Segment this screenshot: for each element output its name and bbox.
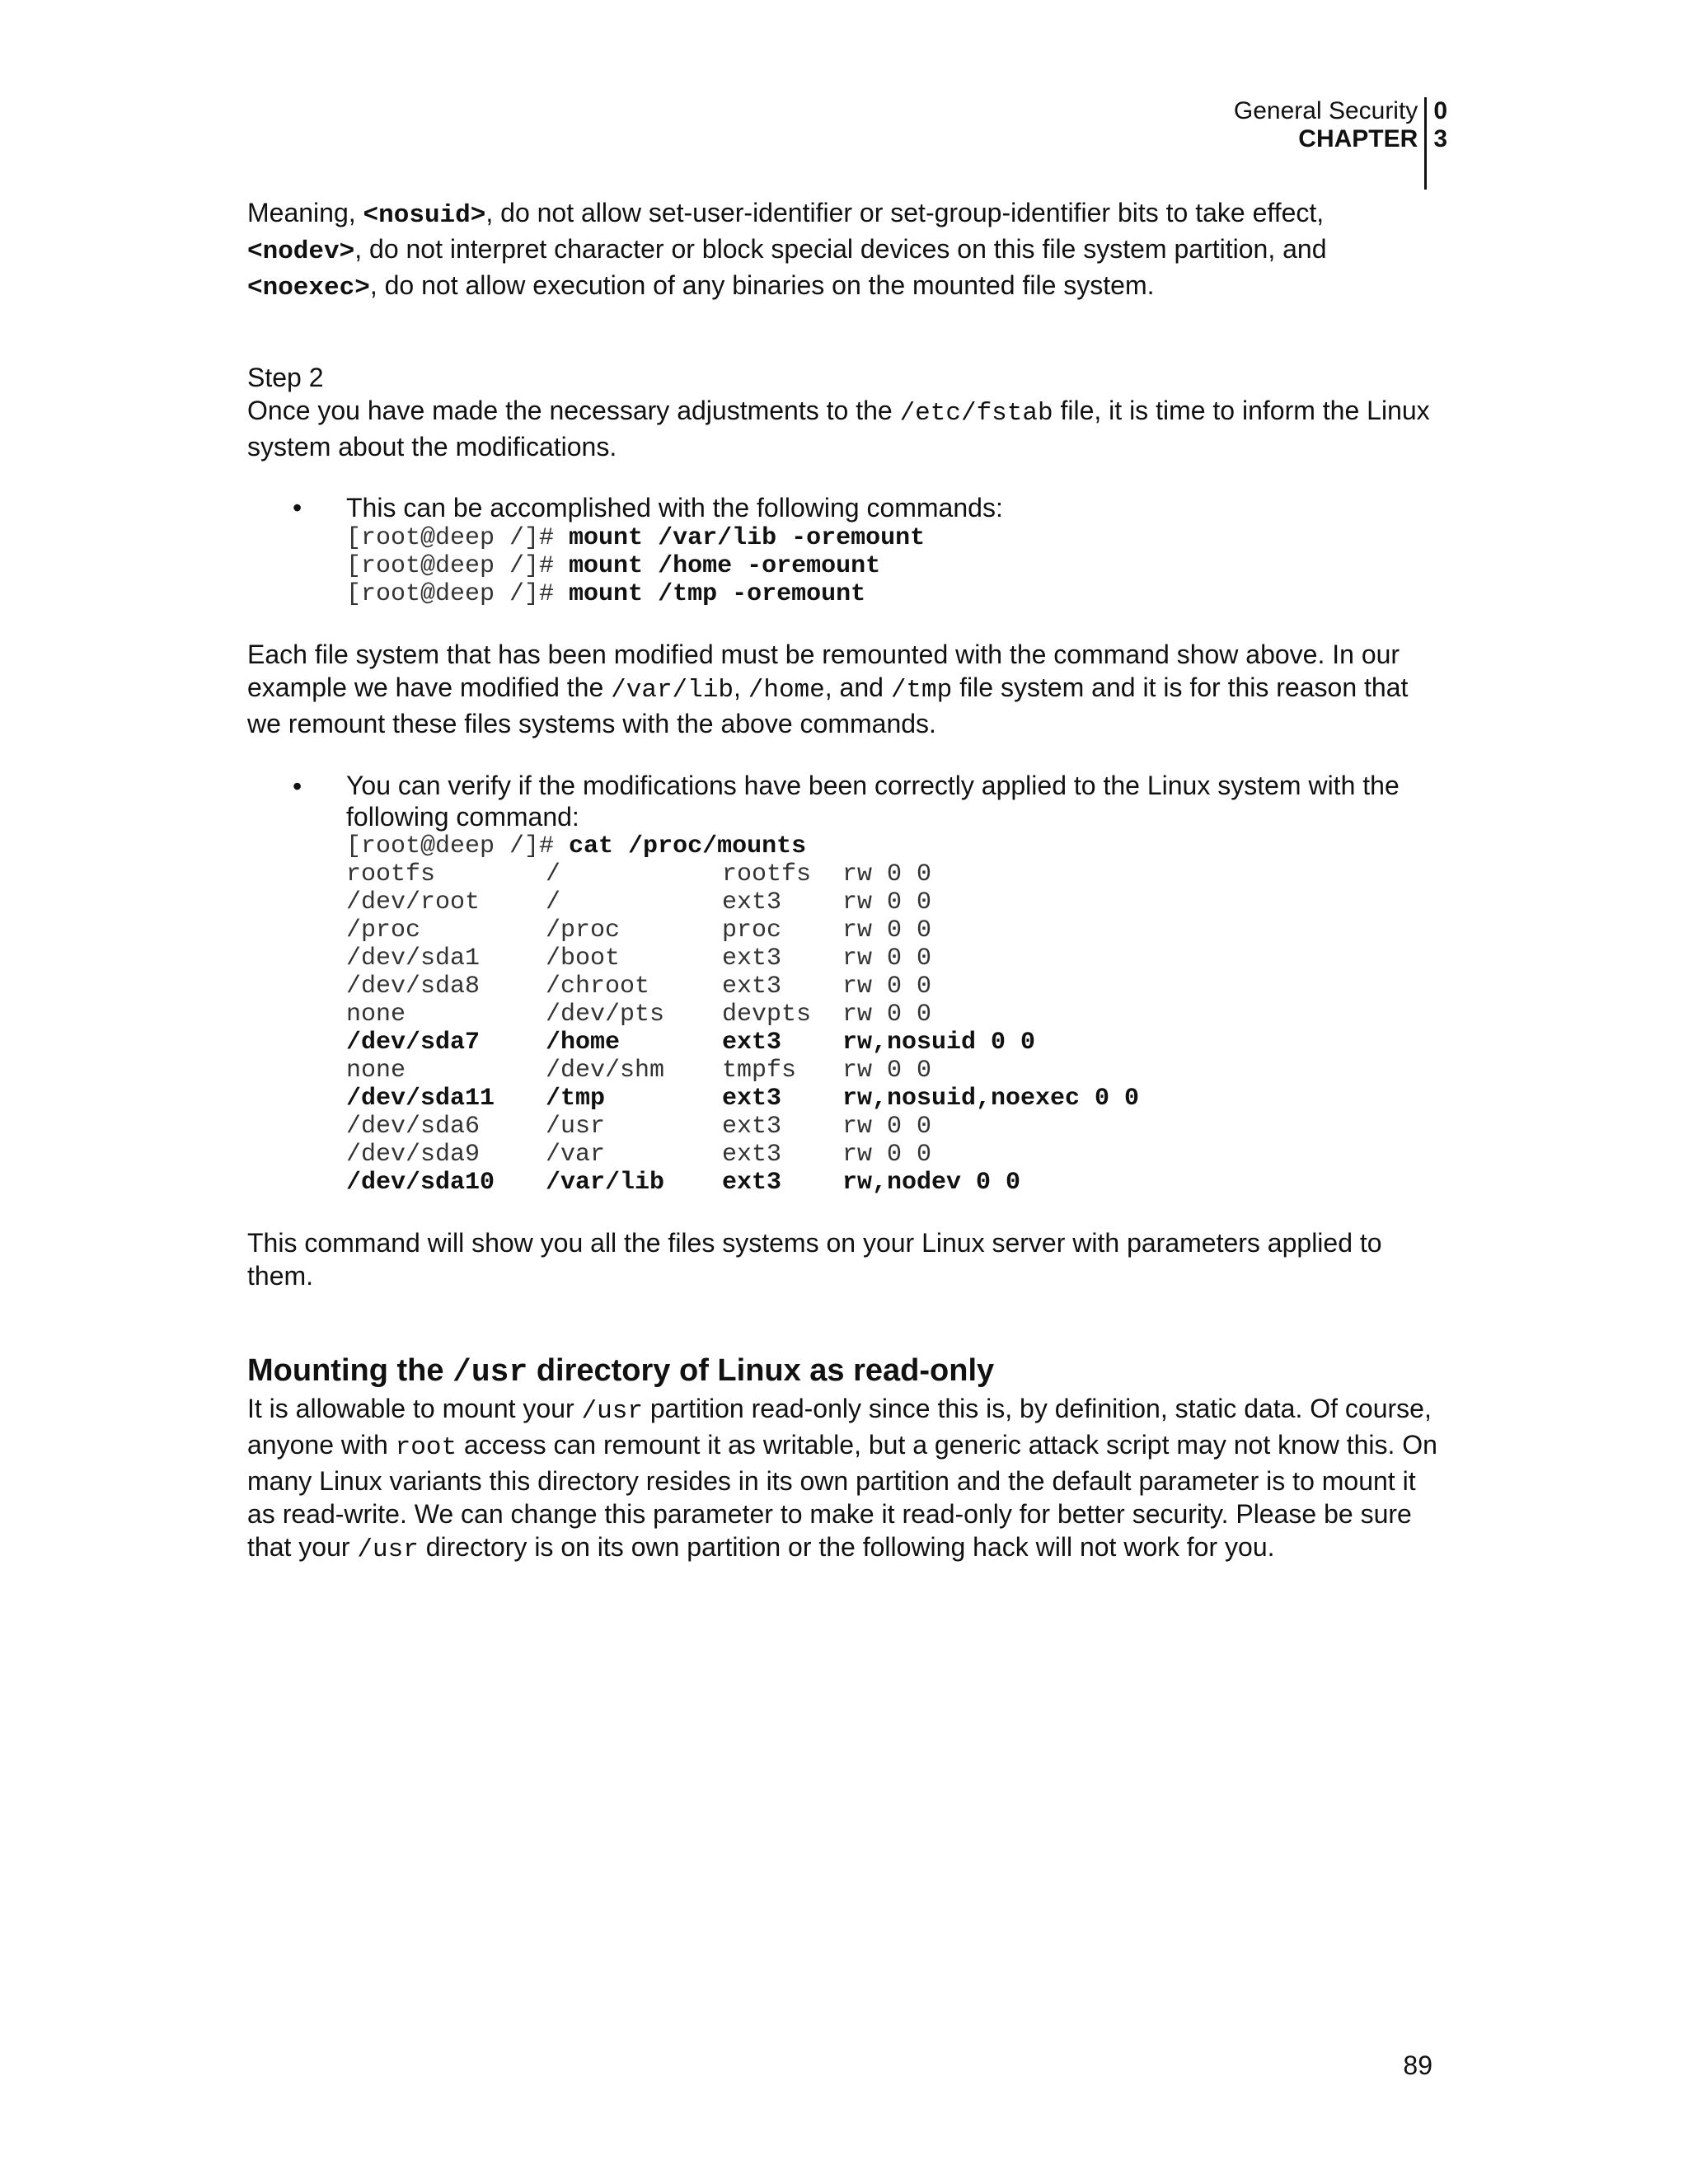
step2-paragraph: Once you have made the necessary adjustments to the /etc/fstab file, it is time to inform the Linux system about the modifications. bbox=[247, 396, 1430, 462]
command-line: [root@deep /]# cat /proc/mounts bbox=[346, 832, 807, 860]
code-etc-fstab: /etc/fstab bbox=[899, 399, 1053, 428]
table-cell: /dev/sda9 bbox=[346, 1141, 481, 1169]
table-cell: ext3 bbox=[722, 1085, 782, 1113]
command-line: [root@deep /]# mount /var/lib -oremount bbox=[346, 524, 926, 552]
header-section-title: General Security bbox=[1233, 97, 1418, 124]
table-row bbox=[346, 860, 1139, 888]
table-cell: /dev/sda8 bbox=[346, 972, 481, 1001]
summary-paragraph: This command will show you all the files systems on your Linux server with parameters applied to them. bbox=[247, 1228, 1382, 1291]
table-cell: ext3 bbox=[722, 944, 782, 972]
table-cell: /dev/sda10 bbox=[346, 1169, 495, 1197]
code-root: root bbox=[395, 1433, 457, 1462]
table-cell: /dev/sda7 bbox=[346, 1029, 481, 1057]
table-cell: rootfs bbox=[722, 860, 812, 888]
table-cell: rw 0 0 bbox=[842, 916, 932, 944]
table-cell: rw 0 0 bbox=[842, 1141, 932, 1169]
table-cell: /proc bbox=[346, 916, 421, 944]
table-cell: ext3 bbox=[722, 1169, 782, 1197]
code-home: /home bbox=[748, 676, 825, 705]
table-cell: rw 0 0 bbox=[842, 1001, 932, 1029]
table-cell: rw 0 0 bbox=[842, 1057, 932, 1085]
table-cell: / bbox=[546, 888, 561, 916]
table-row bbox=[346, 1085, 1139, 1113]
table-cell: rw 0 0 bbox=[842, 888, 932, 916]
table-cell: /dev/sda1 bbox=[346, 944, 481, 972]
usr-readonly-section bbox=[247, 1352, 1442, 1567]
table-cell: rw 0 0 bbox=[842, 1113, 932, 1141]
table-cell: devpts bbox=[722, 1001, 812, 1029]
table-cell: rw 0 0 bbox=[842, 972, 932, 1001]
code-tmp: /tmp bbox=[890, 676, 953, 705]
step2-block bbox=[247, 361, 1442, 463]
running-header bbox=[1234, 97, 1447, 153]
bullet-verify-text: You can verify if the modifications have been correctly applied to the Linux system with the following command: bbox=[346, 771, 1400, 832]
table-cell: /tmp bbox=[546, 1085, 606, 1113]
table-cell: none bbox=[346, 1001, 406, 1029]
step2-title: Step 2 bbox=[247, 363, 324, 392]
table-row bbox=[346, 1113, 1139, 1141]
table-cell: ext3 bbox=[722, 972, 782, 1001]
table-row bbox=[346, 1141, 1139, 1169]
table-cell: /usr bbox=[546, 1113, 606, 1141]
table-cell: none bbox=[346, 1057, 406, 1085]
table-cell: ext3 bbox=[722, 1113, 782, 1141]
header-chapter-digit-2: 3 bbox=[1433, 125, 1447, 152]
table-cell: /dev/sda11 bbox=[346, 1085, 495, 1113]
section-heading: Mounting the /usr directory of Linux as read-only bbox=[247, 1353, 995, 1390]
code-usr: /usr bbox=[357, 1535, 419, 1564]
section-paragraph: It is allowable to mount your /usr partition read-only since this is, by definition, static data. Of course, anyone with root access can remount it as writable, but a generic attack script may not know this. On many Linux variants this directory resides in its own partition and the default parameter is to mount it as read-write. We can change this parameter to make it read-only for better security. Please be sure that your /usr directory is on its own partition or the following hack will not work for you. bbox=[247, 1394, 1437, 1564]
table-cell: rw 0 0 bbox=[842, 944, 932, 972]
table-cell: /var/lib bbox=[546, 1169, 665, 1197]
table-cell: ext3 bbox=[722, 888, 782, 916]
table-cell: /dev/pts bbox=[546, 1001, 665, 1029]
bullet-dot: • bbox=[293, 493, 302, 523]
table-cell: rw,nosuid,noexec 0 0 bbox=[842, 1085, 1140, 1113]
bullet-remount bbox=[247, 491, 1442, 608]
code-noexec: <noexec> bbox=[247, 274, 370, 302]
command-line: [root@deep /]# mount /tmp -oremount bbox=[346, 580, 866, 608]
table-cell: proc bbox=[722, 916, 782, 944]
table-cell: /boot bbox=[546, 944, 621, 972]
table-cell: /var bbox=[546, 1141, 606, 1169]
command-line: [root@deep /]# mount /home -oremount bbox=[346, 552, 881, 580]
table-cell: /dev/shm bbox=[546, 1057, 665, 1085]
mounts-output-table bbox=[346, 860, 1139, 1197]
meaning-paragraph: Meaning, <nosuid>, do not allow set-user-identifier or set-group-identifier bits to take effect, <nodev>, do not interpret character or block special devices on this file system partition, and <noexec>, do not allow execution of any binaries on the mounted file system. bbox=[247, 198, 1327, 302]
table-cell: rw,nodev 0 0 bbox=[842, 1169, 1021, 1197]
page-number: 89 bbox=[1403, 2050, 1432, 2080]
table-cell: /dev/sda6 bbox=[346, 1113, 481, 1141]
bullet-remount-text: This can be accomplished with the following commands: bbox=[346, 493, 1003, 523]
bullet-dot: • bbox=[293, 771, 302, 801]
remount-explanation-paragraph: Each file system that has been modified must be remounted with the command show above. In our example we have modified the /var/lib, /home, and /tmp file system and it is for this reason that we remount these files systems with the above commands. bbox=[247, 640, 1409, 738]
table-cell: rootfs bbox=[346, 860, 436, 888]
header-chapter-label: CHAPTER bbox=[1298, 125, 1418, 152]
table-row bbox=[346, 888, 1139, 916]
table-row bbox=[346, 944, 1139, 972]
code-nodev: <nodev> bbox=[247, 237, 355, 266]
table-cell: /chroot bbox=[546, 972, 650, 1001]
table-row bbox=[346, 972, 1139, 1001]
table-row bbox=[346, 1029, 1139, 1057]
table-cell: tmpfs bbox=[722, 1057, 797, 1085]
table-cell: ext3 bbox=[722, 1141, 782, 1169]
table-cell: rw,nosuid 0 0 bbox=[842, 1029, 1036, 1057]
table-cell: /home bbox=[546, 1029, 621, 1057]
table-cell: rw 0 0 bbox=[842, 860, 932, 888]
header-chapter-digit-1: 0 bbox=[1433, 97, 1447, 124]
table-cell: /proc bbox=[546, 916, 621, 944]
table-row bbox=[346, 1057, 1139, 1085]
code-usr: /usr bbox=[581, 1397, 643, 1426]
table-row bbox=[346, 916, 1139, 944]
code-var-lib: /var/lib bbox=[611, 676, 734, 705]
table-row bbox=[346, 1001, 1139, 1029]
code-nosuid: <nosuid> bbox=[363, 201, 486, 230]
table-row bbox=[346, 1169, 1139, 1197]
table-cell: ext3 bbox=[722, 1029, 782, 1057]
table-cell: / bbox=[546, 860, 561, 888]
table-cell: /dev/root bbox=[346, 888, 481, 916]
bullet-verify bbox=[247, 770, 1442, 1197]
